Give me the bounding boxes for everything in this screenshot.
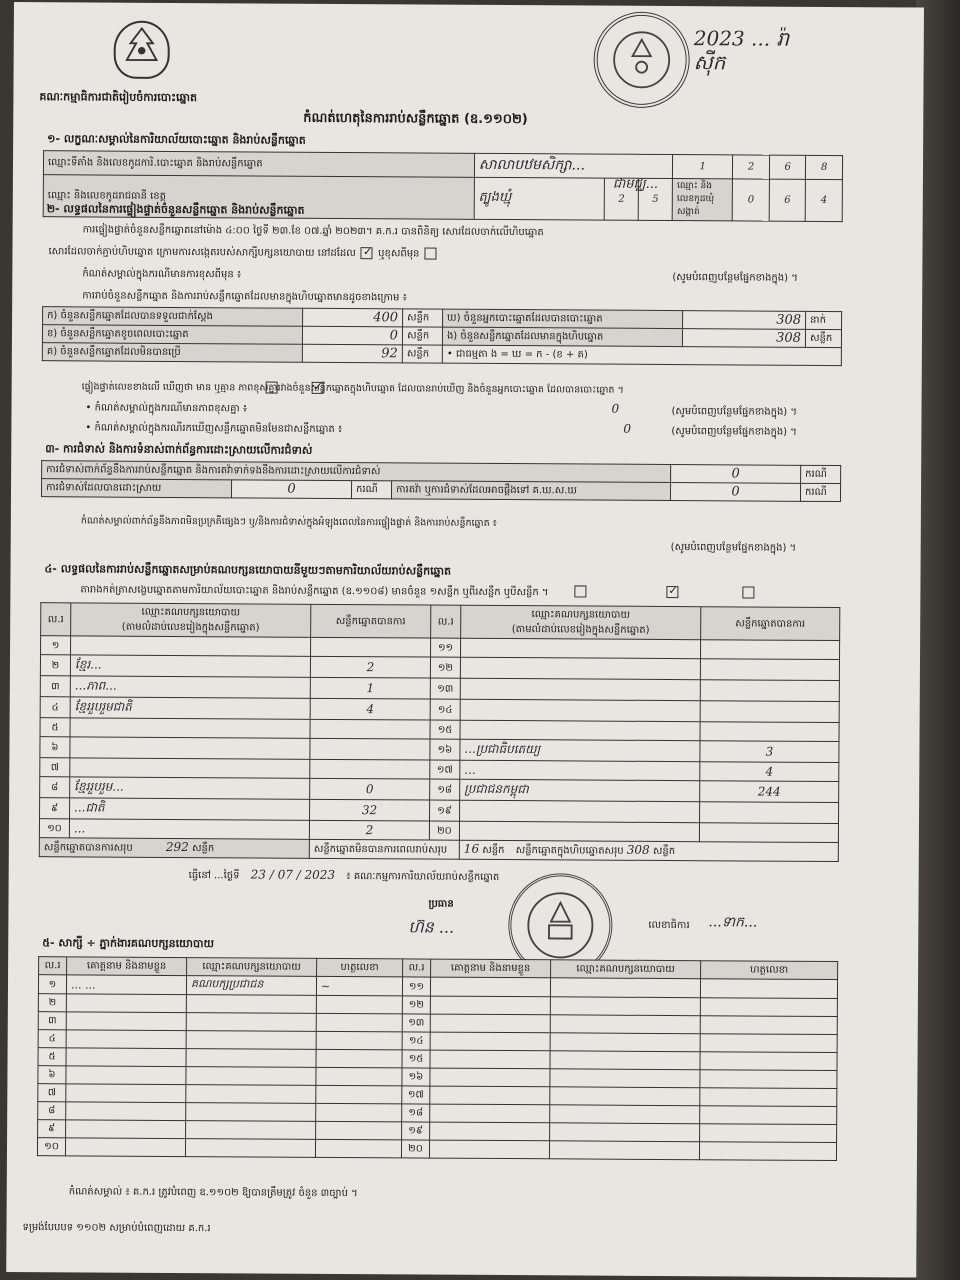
col-party-subtitle: (តាមលំដាប់លេខរៀងក្នុងសន្លឹកឆ្នោត) — [121, 621, 260, 634]
official-stamp-icon — [593, 12, 690, 109]
ballots-received-unit: សន្លឹក — [403, 309, 443, 327]
witness-no: ១៨ — [402, 1104, 430, 1122]
result-votes — [310, 759, 430, 779]
resolved-unit: ករណី — [351, 481, 391, 499]
witness-party — [550, 1087, 700, 1106]
witness-name — [429, 1140, 549, 1159]
one-sheet-checkbox[interactable] — [574, 585, 586, 597]
witness-party — [186, 1067, 316, 1086]
seal-note-line: កំណត់សម្គាល់ក្នុងករណីមានការខុសពីមុន ៖ — [82, 268, 242, 281]
chair-signature: ហ៊ន ... — [408, 917, 455, 937]
location-code-digit: 6 — [769, 155, 806, 179]
witness-party — [186, 1103, 316, 1122]
witness-party — [186, 1013, 316, 1032]
voters-voted-value: 308 — [683, 311, 806, 330]
section3-heading: ៣- ការជំទាស់ និងការទំនាស់ពាក់ព័ន្ធការដោះស្រាយលើការជំទាស់ — [45, 442, 313, 457]
result-party — [461, 638, 701, 658]
ballots-received-label: ក) ចំនួនសន្លឹកឆ្នោតដែលបានទទួលជាក់ស្តែង — [43, 307, 303, 327]
seal-status-line — [48, 244, 438, 261]
committee-name: គណៈកម្មាធិការជាតិរៀបចំការបោះឆ្នោត — [39, 90, 198, 105]
total-box-cell — [459, 840, 838, 861]
note2-fill: (សូមបំពេញបន្ថែមផ្នែកខាងក្នុង) ។ — [671, 426, 797, 438]
ballots-spoiled-value: 0 — [302, 326, 402, 345]
location-code-digit: 1 — [673, 155, 733, 179]
result-party: ប្រជាជនកម្ពុជា — [460, 779, 700, 801]
note1-label: • កំណត់សម្គាល់ក្នុងករណីមានភាពខុសគ្នា ៖ — [85, 402, 248, 415]
secretary-signature: ...ទាក... — [708, 914, 758, 931]
col-no-header: ល.រ — [431, 605, 461, 638]
witness-no: ១៧ — [402, 1086, 430, 1104]
result-votes: 2 — [310, 656, 430, 678]
result-votes — [700, 722, 839, 742]
witness-name — [430, 1014, 550, 1033]
voters-voted-label: ឃ) ចំនួនអ្នកបោះឆ្នោតដែលបានបោះឆ្នោត — [443, 309, 683, 328]
witness-name — [66, 1048, 186, 1067]
result-no: ១៩ — [430, 800, 460, 821]
result-party: ... — [69, 819, 309, 839]
witness-name: ... ... — [66, 975, 186, 995]
witness-signature — [700, 1124, 837, 1143]
witness-name — [66, 1030, 186, 1049]
total-invalid-unit: សន្លឹក — [482, 844, 505, 857]
result-no: ៧ — [40, 758, 70, 777]
witness-party — [550, 1123, 700, 1142]
result-votes — [701, 640, 840, 660]
result-party: ខ្មែររួបរួមជាតិ — [70, 697, 310, 719]
result-no: ២ — [40, 655, 70, 676]
form-code: ទម្រង់បែបបទ ១១០២ សម្រាប់បំពេញដោយ គ.ក.រ — [22, 1222, 211, 1235]
witness-signature — [316, 1067, 402, 1086]
w-col-name: គោត្តនាម និងនាមខ្លួន — [431, 959, 551, 978]
commune-label: ឈ្មោះ និងលេខកូដឃុំ សង្កាត់ — [672, 179, 732, 221]
witness-name — [66, 1084, 186, 1103]
location-code-digit: 2 — [733, 155, 770, 179]
ballots-spoiled-unit: សន្លឹក — [402, 327, 442, 345]
resolved-label: ការជំទាស់ដែលបានដោះស្រាយ — [41, 479, 231, 498]
witness-signature — [700, 1106, 837, 1125]
witness-name — [66, 1066, 186, 1085]
result-party — [460, 720, 700, 740]
note1-value: 0 — [611, 401, 620, 416]
province-value: ត្បូងឃ្មុំ — [474, 177, 605, 220]
col-party-header — [71, 603, 311, 637]
witness-name — [66, 1012, 186, 1031]
result-party — [70, 718, 310, 738]
witness-party — [549, 1141, 699, 1160]
result-votes — [310, 738, 430, 760]
seal-changed-label: ឬខុសពីមុន — [378, 248, 420, 260]
witness-no: ២០ — [401, 1140, 429, 1158]
seal-changed-checkbox[interactable] — [425, 248, 437, 260]
witness-signature — [700, 979, 837, 999]
ballots-in-box-label: ង) ចំនួនសន្លឹកឆ្នោតដែលមានក្នុងហិបឆ្នោត — [442, 327, 682, 346]
total-box-unit: សន្លឹក — [652, 845, 676, 858]
witness-signature — [699, 1142, 836, 1161]
witness-no: ៩ — [38, 1120, 66, 1138]
witness-party — [186, 1049, 316, 1068]
location-value: សាលាបឋមសិក្សា... — [474, 153, 673, 178]
complaints-table — [41, 460, 841, 502]
ballot-count-table — [42, 306, 842, 366]
witness-no: ៥ — [38, 1048, 66, 1066]
witness-signature — [700, 1088, 837, 1107]
province-code-digit: 5 — [638, 178, 672, 220]
col-votes-header: សន្លឹកឆ្នោតបានការ — [701, 607, 840, 641]
result-votes: 4 — [310, 698, 430, 720]
total-valid-unit: សន្លឹក — [191, 843, 215, 855]
witness-no: ២ — [38, 994, 66, 1012]
w-col-party: ឈ្មោះគណបក្សនយោបាយ — [551, 960, 701, 979]
witness-no: ១៦ — [402, 1068, 430, 1086]
discrepancy-yes-checkbox[interactable] — [266, 382, 278, 394]
witness-name — [430, 1086, 550, 1105]
complaints-value: 0 — [671, 465, 801, 484]
result-party: ខ្មែរ... — [70, 655, 310, 677]
secretary-label: លេខាធិការ — [648, 919, 690, 932]
result-party — [70, 737, 310, 759]
witness-party — [186, 995, 316, 1014]
witness-no: ១៩ — [402, 1122, 430, 1140]
witness-name — [66, 1102, 186, 1121]
result-no: ១២ — [430, 657, 460, 678]
result-party — [70, 758, 310, 778]
discrepancy-check-text: ផ្ទៀងផ្ទាត់លេខខាងលើ ឃើញថា មាន ឬគ្មាន ភាពខុសគ្នារវាងចំនួនសន្លឹកឆ្នោតក្នុងហិបឆ្នោត ដែលបានរាប់ឃើញ និងចំនួនអ្នកបោះឆ្នោត ដែលបានបោះឆ្នោត ។ — [81, 381, 624, 396]
result-votes — [310, 719, 430, 739]
result-party — [460, 678, 700, 700]
witness-no: ៧ — [38, 1084, 66, 1102]
result-no: ៤ — [40, 697, 70, 718]
seal-note-fill: (សូមបំពេញបន្ថែមផ្នែកខាងក្នុង) ។ — [672, 272, 798, 284]
witness-signature — [700, 1052, 837, 1071]
witness-party — [186, 1121, 316, 1140]
witness-signature: ~ — [316, 976, 402, 996]
result-no: ៥ — [40, 718, 70, 737]
witness-party — [185, 1139, 315, 1158]
location-label: ឈ្មោះទីតាំង និងលេខកូដការិ.បោះឆ្នោត និងរាប់សន្លឹកឆ្នោត — [43, 151, 474, 178]
witness-no: ៤ — [38, 1030, 66, 1048]
witness-row — [37, 1138, 836, 1161]
result-party — [71, 636, 311, 656]
witness-no: ១៤ — [402, 1032, 430, 1050]
result-party — [460, 699, 700, 721]
results-table — [39, 602, 841, 862]
ballots-unused-label: គ) ចំនួនសន្លឹកឆ្នោតដែលមិនបានប្រើ — [42, 343, 302, 363]
witness-party — [550, 1051, 700, 1070]
result-no: ២០ — [429, 821, 459, 840]
section4-heading: ៤- លទ្ធផលនៃការរាប់សន្លឹកឆ្នោតសម្រាប់គណបក្សនយោបាយនីមួយៗតាមការិយាល័យរាប់សន្លឹកឆ្នោត — [44, 562, 452, 578]
appeal-value: 0 — [670, 483, 800, 502]
ballots-in-box-value: 308 — [682, 329, 805, 348]
result-no: ៩ — [40, 798, 70, 819]
witness-signature — [700, 1034, 837, 1053]
col-party-title: ឈ្មោះគណបក្សនយោបាយ — [531, 609, 631, 621]
witness-party — [550, 997, 700, 1016]
witness-name — [430, 1122, 550, 1141]
result-no: ៦ — [40, 737, 70, 758]
chair-label: ប្រធាន — [428, 898, 454, 910]
result-no: ១០ — [39, 819, 69, 838]
witness-name — [430, 1068, 550, 1087]
w-col-no: ល.រ — [403, 959, 431, 977]
col-party-subtitle: (តាមលំដាប់លេខរៀងក្នុងសន្លឹកឆ្នោត) — [511, 624, 650, 636]
result-votes — [311, 637, 431, 657]
result-votes — [699, 802, 838, 824]
witness-no: ៨ — [38, 1102, 66, 1120]
w-col-sign: ហត្ថលេខា — [317, 958, 403, 977]
result-party: ...ភាព... — [70, 676, 310, 698]
result-party: ខ្មែររួបរួម... — [70, 777, 310, 799]
witness-signature — [316, 1049, 402, 1068]
commune-code-digit: 0 — [733, 179, 770, 221]
witness-party — [186, 1085, 316, 1104]
document-title: កំណត់ហេតុនៃការរាប់សន្លឹកឆ្នោត (ឧ.១១០២) — [303, 110, 528, 128]
count-intro-line: ការរាប់ចំនួនសន្លឹកឆ្នោត និងការរាប់សន្លឹកឆ្នោតដែលមានក្នុងហិបឆ្នោតមានដូចខាងក្រោម ៖ — [82, 290, 407, 304]
witness-name — [430, 1050, 550, 1069]
section5-heading: ៥- សាក្សី ÷ ភ្នាក់ងារគណបក្សនយោបាយ — [42, 936, 215, 951]
witness-party — [550, 1069, 700, 1088]
irregularity-note: កំណត់សម្គាល់ពាក់ព័ន្ធនឹងភាពមិនប្រក្រតីផ្សេងៗ ឬ/និងការជំទាស់ក្នុងអំឡុងពេលនៃការផ្ទៀងផ្ទាត់ និងការរាប់សន្លឹកឆ្នោត ៖ — [80, 515, 497, 529]
result-votes: 0 — [310, 778, 430, 800]
w-col-no: ល.រ — [39, 957, 67, 975]
witness-signature — [316, 1031, 402, 1050]
section2-heading: ២- លទ្ធផលនៃការផ្ទៀងផ្ទាត់ចំនួនសន្លឹកឆ្នោត និងរាប់សន្លឹកឆ្នោត — [46, 202, 305, 217]
witness-no: ១០ — [37, 1138, 65, 1156]
col-votes-header: សន្លឹកឆ្នោតបានការ — [311, 604, 431, 638]
witness-signature — [700, 1070, 837, 1089]
document-sheet — [6, 2, 924, 1278]
col-no-header: ល.រ — [41, 603, 71, 636]
witness-no: ១១ — [402, 977, 430, 996]
total-box-value: 308 — [626, 842, 650, 857]
verification-time-line: ការផ្ទៀងផ្ទាត់ចំនួនសន្លឹកឆ្នោតនៅម៉ោង ៤:០០ ថ្ងៃទី ២៣.ខែ ០៧.ឆ្នាំ ២០២៣។ គ.ក.រ បានពិនិត្យ សោរដែលចាក់លើហិបឆ្នោត — [82, 224, 544, 239]
result-no: ១៨ — [430, 779, 460, 800]
note2-value: 0 — [623, 421, 632, 436]
result-votes — [700, 659, 839, 681]
two-sheet-checkbox[interactable] — [666, 586, 678, 598]
witness-signature — [316, 1121, 402, 1140]
note2-label: • កំណត់សម្គាល់ក្នុងករណីរកឃើញសន្លឹកឆ្នោតមិនមែនជាសន្លឹកឆ្នោត ៖ — [85, 422, 343, 436]
total-valid-label: សន្លឹកឆ្នោតបានការសរុប — [43, 842, 133, 854]
tally-sheet-line — [80, 582, 548, 600]
witness-name — [430, 996, 550, 1015]
col-party-title: ឈ្មោះគណបក្សនយោបាយ — [141, 606, 241, 619]
witness-party — [550, 978, 700, 998]
witness-party — [550, 1105, 700, 1124]
witness-signature — [316, 1085, 402, 1104]
witness-name — [430, 1104, 550, 1123]
witness-party — [186, 1031, 316, 1050]
seal-status-text: សោរដែលចាក់ភ្ជាប់ហិបឆ្នោត ក្រោមការសង្កេតរបស់សាក្សីបក្សនយោបាយ នៅដដែល — [48, 246, 356, 260]
discrepancy-check-line — [82, 380, 624, 397]
nec-emblem-icon — [114, 21, 170, 79]
witness-party — [550, 1015, 700, 1034]
witness-party — [550, 1033, 700, 1052]
ballots-unused-unit: សន្លឹក — [402, 345, 442, 363]
result-no: ១ — [41, 636, 71, 655]
witness-signature — [315, 1139, 401, 1158]
witness-no: ១៣ — [402, 1014, 430, 1032]
result-votes: 244 — [700, 781, 839, 803]
irregularity-fill: (សូមបំពេញបន្ថែមផ្នែកខាងក្នុង) ។ — [670, 542, 797, 554]
result-votes: 2 — [309, 820, 429, 840]
witness-name — [66, 994, 186, 1013]
result-votes: 1 — [310, 677, 430, 699]
result-votes — [700, 680, 839, 702]
total-box-label: សន្លឹកឆ្នោតក្នុងហិបឆ្នោតសរុប — [515, 845, 624, 857]
result-votes: 3 — [700, 741, 839, 763]
result-no: ១១ — [431, 638, 461, 657]
w-col-sign: ហត្ថលេខា — [701, 961, 838, 980]
appeal-label: ការតវ៉ា ឬការជំទាស់ដែលអាចផ្តឹងទៅ គ.ឃ.ស.ឃ — [391, 481, 670, 501]
result-party — [460, 657, 700, 679]
result-party — [459, 821, 699, 841]
date-line — [189, 867, 500, 885]
witness-no: ៦ — [38, 1066, 66, 1084]
col-party-header — [461, 605, 701, 639]
witness-name — [430, 1032, 550, 1051]
total-invalid-cell — [309, 839, 459, 859]
witness-no: ៣ — [38, 1012, 66, 1030]
date-suffix: ៖ គណៈកម្មការការិយាល័យរាប់សន្លឹកឆ្នោត — [346, 871, 500, 883]
date-value: 23 / 07 / 2023 — [250, 867, 336, 882]
commune-code-digit: 6 — [769, 179, 806, 221]
location-code-digit: 8 — [806, 155, 843, 179]
result-votes — [700, 701, 839, 723]
total-invalid-label: សន្លឹកឆ្នោតមិនបានការពេលរាប់សរុប — [313, 843, 448, 856]
top-handwriting: 2023 ... រ៉ាស៊ីក — [693, 26, 790, 75]
witness-no: ១២ — [402, 996, 430, 1014]
footer-note: កំណត់សម្គាល់ ៖ គ.ក.រ ត្រូវបំពេញ ឧ.១១០២ ឱ្យបានត្រឹមត្រូវ ចំនួន ៣ច្បាប់ ។ — [68, 1186, 358, 1200]
ballots-spoiled-label: ខ) ចំនួនសន្លឹកឆ្នោតខូចពេលបោះឆ្នោត — [42, 325, 302, 345]
w-col-name: គោត្តនាម និងនាមខ្លួន — [67, 957, 187, 976]
witness-name — [65, 1138, 185, 1157]
seal-unchanged-checkbox[interactable] — [361, 247, 373, 259]
complaints-unit: ករណី — [801, 465, 841, 483]
total-valid-cell — [39, 838, 309, 859]
result-no: ៣ — [40, 676, 70, 697]
date-label: ធ្វើនៅ ...ថ្ងៃទី — [188, 870, 240, 882]
result-no: ១៦ — [430, 739, 460, 760]
tally-sheet-text: តារាងកត់ត្រាសង្ខេបឆ្នោតតាមការិយាល័យបោះឆ្នោត និងរាប់សន្លឹកឆ្នោត (ឧ.១១០៨) មានចំនួន ១សន្លឹក ឬពីរសន្លឹក ឬបីសន្លឹក ។ — [80, 584, 549, 599]
result-no: ១៤ — [430, 699, 460, 720]
witness-signature — [316, 1103, 402, 1122]
section1-heading: ១- លក្ខណៈសម្គាល់នៃការិយាល័យបោះឆ្នោត និងរាប់សន្លឹកឆ្នោត — [47, 132, 306, 147]
result-no: ១៣ — [430, 678, 460, 699]
witness-name — [66, 1120, 186, 1139]
ballots-in-box-unit: សន្លឹក — [805, 329, 841, 347]
result-party — [460, 800, 700, 822]
witness-signature — [316, 995, 402, 1014]
discrepancy-no-checkbox[interactable] — [312, 382, 324, 394]
result-party: ...ប្រជាធិបតេយ្យ — [460, 739, 700, 761]
witness-signature — [700, 998, 837, 1017]
province-label: ឈ្មោះ និងលេខកូដរាជធានី ខេត្ត — [43, 175, 474, 220]
witness-no: ១៥ — [402, 1050, 430, 1068]
result-votes: 32 — [310, 799, 430, 821]
three-sheet-checkbox[interactable] — [742, 586, 754, 598]
note1-fill: (សូមបំពេញបន្ថែមផ្នែកខាងក្នុង) ។ — [671, 406, 798, 418]
total-valid-value: 292 — [165, 839, 189, 855]
voters-voted-unit: នាក់ — [806, 311, 842, 329]
commune-code-digit: 4 — [806, 179, 843, 221]
w-col-party: ឈ្មោះគណបក្សនយោបាយ — [187, 958, 317, 977]
ballots-received-value: 400 — [303, 308, 403, 327]
witness-no: ១ — [38, 975, 66, 994]
result-no: ១៧ — [430, 760, 460, 779]
witness-signature — [316, 1013, 402, 1032]
result-votes — [699, 823, 838, 843]
resolved-value: 0 — [231, 480, 351, 499]
witness-party: គណបក្សប្រជាជន — [186, 976, 316, 996]
result-no: ៨ — [40, 777, 70, 798]
ballots-unused-value: 92 — [302, 344, 402, 363]
result-no: ១៥ — [430, 720, 460, 739]
result-votes: 4 — [700, 762, 839, 782]
appeal-unit: ករណី — [800, 483, 840, 501]
commune-value: ជាមជ្ឈ... — [612, 176, 659, 192]
province-code-digit: 2 — [604, 178, 638, 220]
result-party: ... — [460, 760, 700, 780]
formula-text: • ជាធម្មតា ង = ឃ = ក - (ខ + គ) — [442, 345, 841, 365]
witness-name — [430, 977, 550, 997]
result-party: ...ជាតិ — [70, 798, 310, 820]
witness-signature — [700, 1016, 837, 1035]
witness-table — [37, 956, 838, 1161]
complaints-label: ការជំទាស់ពាក់ព័ន្ធនឹងការរាប់សន្លឹកឆ្នោត និងការតវ៉ាទាក់ទងនឹងការដោះស្រាយលើការជំទាស់ — [42, 461, 671, 483]
total-invalid-value: 16 — [463, 841, 480, 856]
